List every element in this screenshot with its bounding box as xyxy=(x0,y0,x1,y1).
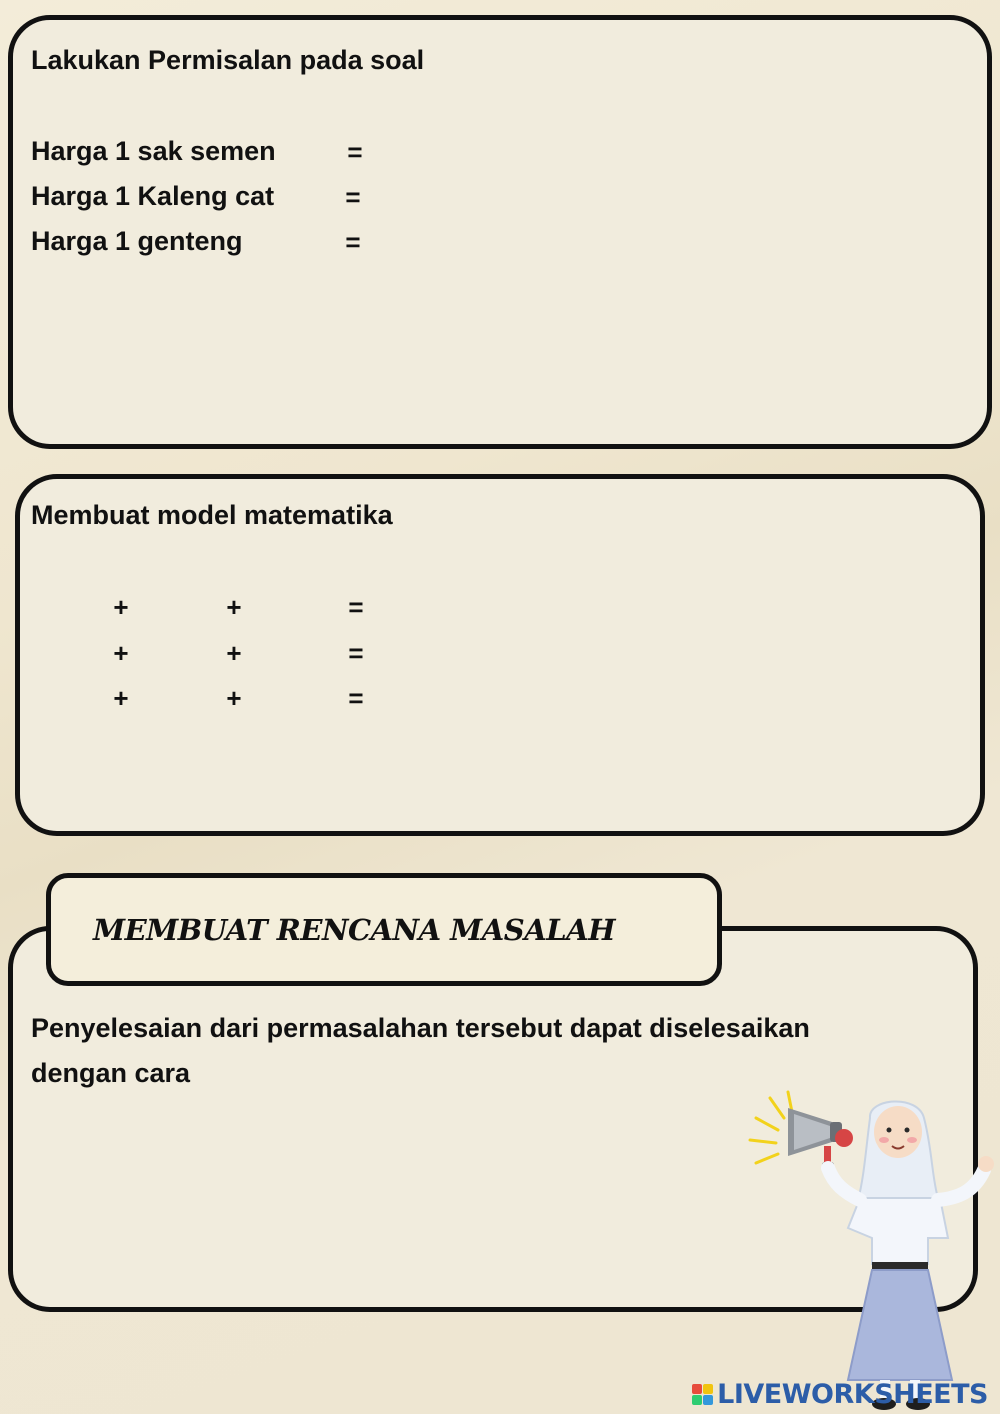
model-row1-plus1: + xyxy=(113,592,129,622)
model-row3-equals: = xyxy=(348,683,364,713)
liveworksheets-logo-text: LIVEWORKSHEETS xyxy=(717,1379,988,1410)
megaphone-icon xyxy=(788,1108,853,1172)
variable-label-tile: Harga 1 genteng xyxy=(31,226,243,256)
variable-equals-paint: = xyxy=(345,182,361,212)
student-with-megaphone-icon xyxy=(748,1088,1000,1414)
plan-banner xyxy=(46,873,722,986)
model-row2-plus2: + xyxy=(226,638,242,668)
model-row3-plus2: + xyxy=(226,683,242,713)
model-row2-plus1: + xyxy=(113,638,129,668)
plan-paragraph-line2: dengan cara xyxy=(31,1058,191,1088)
variable-label-cement: Harga 1 sak semen xyxy=(31,136,276,166)
plan-paragraph xyxy=(31,1006,861,1096)
plan-banner-title: MEMBUAT RENCANA MASALAH xyxy=(92,912,616,947)
math-model-heading: Membuat model matematika xyxy=(31,500,393,530)
model-row1-plus2: + xyxy=(226,592,242,622)
logo-square-yellow xyxy=(703,1384,713,1394)
model-row3-plus1: + xyxy=(113,683,129,713)
variable-label-paint: Harga 1 Kaleng cat xyxy=(31,181,275,211)
logo-square-green xyxy=(692,1395,702,1405)
model-row2-equals: = xyxy=(348,638,364,668)
sound-lines-icon xyxy=(750,1092,792,1163)
variable-equals-tile: = xyxy=(345,227,361,257)
variables-heading: Lakukan Permisalan pada soal xyxy=(31,45,425,75)
model-row1-equals: = xyxy=(348,592,364,622)
liveworksheets-logo[interactable] xyxy=(692,1379,988,1410)
liveworksheets-logo-icon xyxy=(692,1384,713,1405)
logo-square-blue xyxy=(703,1395,713,1405)
variable-equals-cement: = xyxy=(347,137,363,167)
logo-square-red xyxy=(692,1384,702,1394)
plan-paragraph-line1: Penyelesaian dari permasalahan tersebut dapat diselesaikan xyxy=(31,1013,810,1043)
